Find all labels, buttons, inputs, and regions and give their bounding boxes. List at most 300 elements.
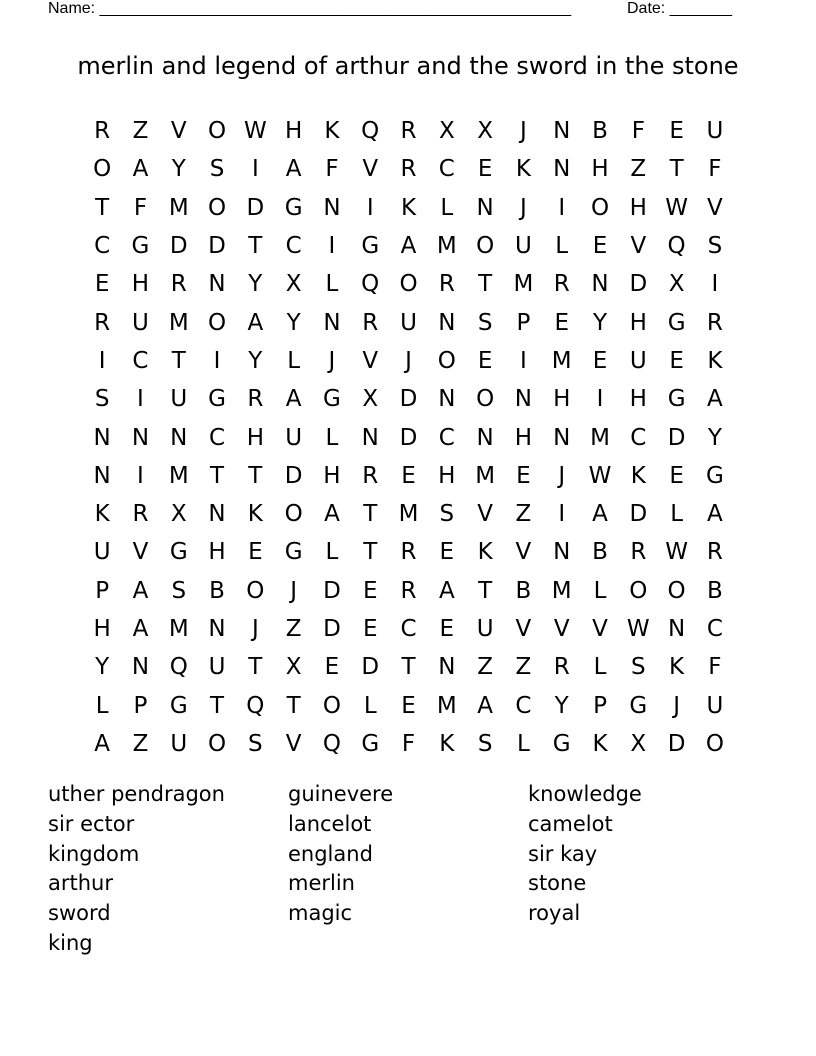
grid-letter: O	[93, 156, 112, 183]
grid-letter: L	[440, 194, 454, 221]
grid-letter: A	[285, 156, 302, 183]
grid-letter: M	[513, 271, 534, 298]
grid-letter: G	[667, 386, 686, 413]
grid-letter: T	[248, 462, 263, 489]
grid-letter: H	[629, 309, 647, 336]
grid-letter: H	[629, 386, 647, 413]
grid-letter: G	[629, 692, 648, 719]
grid-letter: O	[246, 577, 265, 604]
grid-letter: I	[558, 194, 566, 221]
grid-letter: J	[558, 462, 566, 489]
grid-letter: N	[93, 462, 111, 489]
grid-letter: X	[630, 730, 647, 757]
grid-letter: I	[520, 347, 527, 374]
grid-letter: D	[399, 424, 418, 451]
grid-letter: S	[209, 156, 225, 183]
grid-letter: N	[208, 616, 226, 642]
grid-letter: S	[631, 654, 646, 681]
grid-letter: Y	[171, 156, 186, 183]
grid-letter: Q	[361, 118, 380, 145]
grid-letter: J	[405, 347, 412, 374]
grid-letter: D	[323, 577, 341, 604]
grid-letter: K	[592, 730, 608, 757]
grid-letter: R	[553, 271, 570, 298]
grid-letter: C	[285, 233, 302, 260]
grid-letter: I	[98, 347, 106, 374]
grid-letter: N	[208, 271, 226, 298]
grid-letter: H	[246, 424, 264, 451]
grid-letter: R	[362, 309, 379, 336]
grid-letter: R	[400, 156, 417, 183]
grid-letter: L	[325, 271, 339, 298]
grid-letter: E	[554, 309, 569, 336]
grid-letter: M	[436, 692, 457, 719]
grid-letter: L	[555, 233, 569, 260]
word-list-item: sir kay	[528, 841, 598, 866]
grid-letter: U	[170, 386, 188, 413]
grid-letter: R	[706, 539, 723, 566]
grid-letter: J	[520, 194, 527, 221]
grid-letter: E	[362, 577, 378, 604]
grid-letter: K	[439, 730, 455, 757]
grid-letter: N	[438, 386, 456, 413]
grid-letter: V	[132, 539, 149, 566]
grid-letter: N	[438, 309, 456, 336]
grid-letter: S	[477, 730, 493, 757]
grid-letter: L	[517, 730, 530, 757]
grid-letter: Z	[132, 118, 149, 145]
grid-letter: O	[207, 118, 227, 145]
grid-letter: M	[168, 462, 189, 489]
grid-letter: O	[399, 271, 418, 298]
grid-letter: T	[401, 654, 416, 681]
grid-letter: N	[553, 539, 571, 566]
grid-letter: U	[706, 692, 724, 719]
grid-letter: W	[626, 616, 650, 642]
grid-letter: Y	[248, 271, 263, 298]
grid-letter: V	[515, 616, 532, 642]
grid-letter: G	[284, 194, 303, 221]
word-list-item: sir ector	[48, 811, 135, 836]
grid-letter: E	[248, 539, 263, 566]
grid-letter: N	[553, 118, 571, 145]
grid-letter: K	[630, 462, 646, 489]
grid-letter: X	[438, 118, 455, 145]
grid-letter: O	[705, 730, 724, 757]
grid-letter: N	[476, 424, 494, 451]
grid-letter: O	[590, 194, 610, 221]
grid-letter: L	[363, 692, 377, 719]
grid-letter: K	[669, 654, 685, 681]
grid-letter: T	[248, 233, 263, 260]
grid-letter: G	[361, 730, 380, 757]
grid-letter: R	[94, 118, 111, 145]
grid-letter: H	[514, 424, 533, 451]
grid-letter: G	[361, 233, 380, 260]
grid-letter: H	[284, 118, 303, 145]
grid-letter: V	[285, 730, 302, 757]
grid-letter: A	[438, 577, 455, 604]
grid-letter: D	[629, 501, 648, 528]
grid-letter: O	[322, 692, 341, 719]
grid-letter: G	[323, 386, 341, 413]
grid-letter: D	[399, 386, 418, 413]
grid-letter: E	[669, 118, 684, 145]
grid-letter: T	[478, 577, 493, 604]
grid-letter: J	[290, 577, 298, 604]
grid-letter: C	[94, 233, 111, 260]
grid-letter: E	[439, 616, 455, 642]
grid-letter: N	[591, 271, 609, 298]
word-list-item: camelot	[528, 811, 613, 836]
grid-letter: F	[325, 156, 339, 183]
grid-letter: A	[132, 616, 149, 642]
grid-letter: C	[630, 424, 647, 451]
grid-letter: J	[520, 118, 527, 145]
grid-letter: M	[168, 309, 189, 336]
grid-letter: I	[366, 194, 374, 221]
grid-letter: W	[665, 539, 688, 566]
grid-letter: W	[588, 462, 612, 489]
grid-letter: H	[93, 616, 111, 642]
grid-letter: W	[243, 118, 267, 145]
grid-letter: M	[168, 194, 189, 221]
grid-letter: O	[476, 386, 495, 413]
grid-letter: V	[707, 194, 723, 221]
grid-letter: M	[590, 424, 610, 451]
grid-letter: L	[325, 539, 339, 566]
grid-letter: Z	[515, 501, 532, 528]
grid-letter: Z	[515, 654, 532, 681]
grid-letter: D	[169, 233, 188, 260]
grid-letter: R	[400, 577, 417, 604]
grid-letter: A	[285, 386, 302, 413]
grid-letter: L	[593, 654, 607, 681]
grid-letter: C	[209, 424, 226, 451]
grid-letter: P	[516, 309, 531, 336]
grid-letter: T	[210, 462, 225, 489]
grid-letter: O	[437, 347, 456, 374]
grid-letter: J	[673, 692, 680, 719]
grid-letter: R	[400, 118, 417, 145]
word-list-item: kingdom	[48, 841, 140, 866]
grid-letter: A	[247, 309, 264, 336]
grid-letter: C	[400, 616, 417, 642]
grid-letter: V	[515, 539, 532, 566]
grid-letter: M	[475, 462, 496, 489]
grid-letter: F	[708, 654, 722, 681]
grid-letter: I	[137, 462, 144, 489]
grid-letter: O	[667, 577, 686, 604]
grid-letter: R	[438, 271, 455, 298]
grid-letter: K	[477, 539, 493, 566]
grid-letter: A	[132, 577, 149, 604]
grid-letter: L	[325, 424, 339, 451]
grid-letter: Y	[248, 347, 263, 374]
grid-letter: E	[592, 233, 608, 260]
grid-letter: T	[95, 194, 110, 221]
grid-letter: H	[438, 462, 456, 489]
word-list-item: england	[288, 841, 373, 866]
grid-letter: X	[170, 501, 187, 528]
word-list-item: merlin	[288, 871, 355, 896]
grid-letter: X	[362, 386, 379, 413]
grid-letter: H	[629, 194, 647, 221]
grid-letter: N	[131, 424, 150, 451]
grid-letter: M	[168, 616, 189, 642]
grid-letter: S	[94, 386, 110, 413]
grid-letter: V	[170, 118, 187, 145]
grid-letter: L	[670, 501, 684, 528]
grid-letter: R	[170, 271, 187, 298]
grid-letter: E	[669, 347, 684, 374]
grid-letter: C	[438, 156, 455, 183]
grid-letter: A	[477, 692, 493, 719]
grid-letter: F	[133, 194, 148, 221]
grid-letter: I	[137, 386, 144, 413]
grid-letter: U	[170, 730, 188, 757]
grid-letter: I	[328, 233, 336, 260]
grid-letter: R	[132, 501, 149, 528]
grid-letter: V	[630, 233, 647, 260]
grid-letter: A	[132, 156, 149, 183]
grid-letter: N	[323, 194, 341, 221]
grid-letter: T	[248, 654, 263, 681]
grid-letter: C	[132, 347, 149, 374]
grid-letter: U	[476, 616, 494, 642]
grid-letter: D	[361, 654, 380, 681]
grid-letter: G	[552, 730, 571, 757]
grid-letter: T	[669, 156, 684, 183]
grid-letter: A	[592, 501, 608, 528]
grid-letter: E	[362, 616, 378, 642]
grid-letter: D	[667, 730, 686, 757]
grid-letter: A	[400, 233, 417, 260]
grid-letter: G	[169, 539, 188, 566]
grid-letter: R	[630, 539, 647, 566]
grid-letter: K	[707, 347, 723, 374]
word-list-item: knowledge	[528, 782, 642, 806]
grid-letter: N	[438, 654, 456, 681]
grid-letter: Q	[246, 692, 265, 719]
grid-letter: N	[93, 424, 111, 451]
grid-letter: X	[477, 118, 493, 145]
grid-letter: N	[170, 424, 188, 451]
grid-letter: H	[208, 539, 226, 566]
grid-letter: N	[553, 156, 571, 183]
grid-letter: Y	[707, 424, 722, 451]
grid-letter: V	[362, 347, 379, 374]
grid-letter: O	[207, 730, 227, 757]
grid-letter: S	[171, 577, 187, 604]
grid-letter: M	[436, 233, 457, 260]
grid-letter: Z	[285, 616, 302, 642]
grid-letter: E	[439, 539, 455, 566]
grid-letter: T	[478, 271, 493, 298]
grid-letter: Y	[95, 654, 110, 681]
word-list-item: king	[48, 930, 93, 955]
grid-letter: L	[287, 347, 301, 374]
word-list-item: lancelot	[288, 811, 372, 836]
grid-letter: Q	[361, 271, 380, 298]
grid-letter: C	[515, 692, 532, 719]
grid-letter: U	[285, 424, 303, 451]
grid-letter: B	[592, 539, 608, 566]
page-title: merlin and legend of arthur and the sword in the stone	[77, 52, 739, 80]
grid-letter: E	[592, 347, 608, 374]
grid-letter: D	[284, 462, 303, 489]
grid-letter: E	[401, 692, 416, 719]
grid-letter: U	[706, 118, 724, 145]
grid-letter: D	[246, 194, 265, 221]
grid-letter: O	[629, 577, 648, 604]
grid-letter: D	[208, 233, 226, 260]
grid-letter: R	[706, 309, 723, 336]
grid-letter: E	[669, 462, 684, 489]
grid-letter: J	[328, 347, 336, 374]
grid-letter: I	[213, 347, 221, 374]
grid-letter: Y	[554, 692, 569, 719]
grid-letter: V	[553, 616, 570, 642]
grid-letter: R	[247, 386, 264, 413]
grid-letter: H	[553, 386, 571, 413]
grid-letter: I	[251, 156, 259, 183]
grid-letter: O	[476, 233, 495, 260]
grid-letter: B	[515, 577, 532, 604]
grid-letter: N	[361, 424, 379, 451]
grid-letter: G	[705, 462, 724, 489]
grid-letter: R	[94, 309, 111, 336]
grid-letter: Y	[592, 309, 608, 336]
grid-letter: C	[438, 424, 455, 451]
grid-letter: S	[248, 730, 263, 757]
grid-letter: R	[362, 462, 379, 489]
grid-letter: G	[208, 386, 226, 413]
grid-letter: F	[631, 118, 645, 145]
grid-letter: M	[551, 577, 572, 604]
word-list-item: arthur	[48, 871, 113, 896]
grid-letter: X	[668, 271, 685, 298]
grid-letter: K	[94, 501, 110, 528]
grid-letter: G	[284, 539, 303, 566]
grid-letter: F	[401, 730, 416, 757]
grid-letter: P	[593, 692, 607, 719]
grid-letter: Z	[132, 730, 149, 757]
grid-letter: H	[591, 156, 609, 183]
grid-letter: V	[592, 616, 608, 642]
grid-letter: E	[94, 271, 110, 298]
grid-letter: Q	[322, 730, 341, 757]
grid-letter: A	[707, 386, 723, 413]
grid-letter: J	[251, 616, 259, 642]
grid-letter: X	[285, 271, 302, 298]
grid-letter: S	[707, 233, 723, 260]
grid-letter: S	[477, 309, 493, 336]
grid-letter: O	[207, 309, 227, 336]
grid-letter: N	[476, 194, 494, 221]
grid-letter: M	[551, 347, 572, 374]
grid-letter: O	[284, 501, 303, 528]
grid-letter: N	[208, 501, 226, 528]
grid-letter: G	[169, 692, 188, 719]
grid-letter: D	[323, 616, 341, 642]
grid-letter: I	[558, 501, 566, 528]
grid-letter: G	[131, 233, 150, 260]
name-field-label: Name: _____________________________________________________	[48, 0, 572, 17]
word-list-item: sword	[48, 901, 111, 926]
grid-letter: R	[400, 539, 417, 566]
grid-letter: T	[363, 539, 378, 566]
grid-letter: P	[95, 577, 110, 604]
grid-letter: O	[207, 194, 227, 221]
grid-letter: C	[706, 616, 723, 642]
grid-letter: B	[707, 577, 723, 604]
word-list-item: royal	[528, 901, 581, 926]
word-list-item: uther pendragon	[48, 782, 225, 806]
grid-letter: A	[94, 730, 111, 757]
grid-letter: I	[596, 386, 604, 413]
grid-letter: N	[323, 309, 341, 336]
grid-letter: H	[131, 271, 150, 298]
grid-letter: N	[514, 386, 533, 413]
grid-letter: Q	[169, 654, 188, 681]
grid-letter: Z	[630, 156, 647, 183]
grid-letter: K	[247, 501, 263, 528]
grid-letter: L	[593, 577, 607, 604]
grid-letter: A	[324, 501, 340, 528]
grid-letter: W	[665, 194, 688, 221]
grid-letter: R	[553, 654, 570, 681]
grid-letter: E	[477, 347, 493, 374]
grid-letter: T	[363, 501, 378, 528]
grid-letter: K	[324, 118, 340, 145]
grid-letter: T	[210, 692, 225, 719]
grid-letter: E	[324, 654, 340, 681]
grid-letter: N	[667, 616, 686, 642]
grid-letter: D	[667, 424, 686, 451]
grid-letter: U	[93, 539, 111, 566]
grid-letter: U	[132, 309, 149, 336]
grid-letter: H	[323, 462, 341, 489]
grid-letter: G	[667, 309, 686, 336]
grid-letter: B	[209, 577, 225, 604]
grid-letter: N	[131, 654, 150, 681]
grid-letter: E	[477, 156, 493, 183]
grid-letter: U	[629, 347, 647, 374]
grid-letter: V	[477, 501, 493, 528]
grid-letter: F	[708, 156, 722, 183]
grid-letter: D	[629, 271, 648, 298]
grid-letter: S	[439, 501, 455, 528]
grid-letter: P	[133, 692, 148, 719]
grid-letter: Z	[477, 654, 493, 681]
grid-letter: U	[400, 309, 417, 336]
grid-letter: K	[400, 194, 417, 221]
grid-letter: T	[286, 692, 301, 719]
grid-letter: M	[398, 501, 419, 528]
word-list-item: guinevere	[288, 782, 394, 806]
grid-letter: V	[362, 156, 379, 183]
grid-letter: A	[707, 501, 723, 528]
grid-letter: U	[514, 233, 532, 260]
grid-letter: X	[285, 654, 302, 681]
grid-letter: E	[516, 462, 531, 489]
grid-letter: L	[95, 692, 109, 719]
grid-letter: B	[592, 118, 608, 145]
grid-letter: Y	[286, 309, 301, 336]
date-field-label: Date: _______	[627, 0, 732, 17]
grid-letter: I	[711, 271, 719, 298]
